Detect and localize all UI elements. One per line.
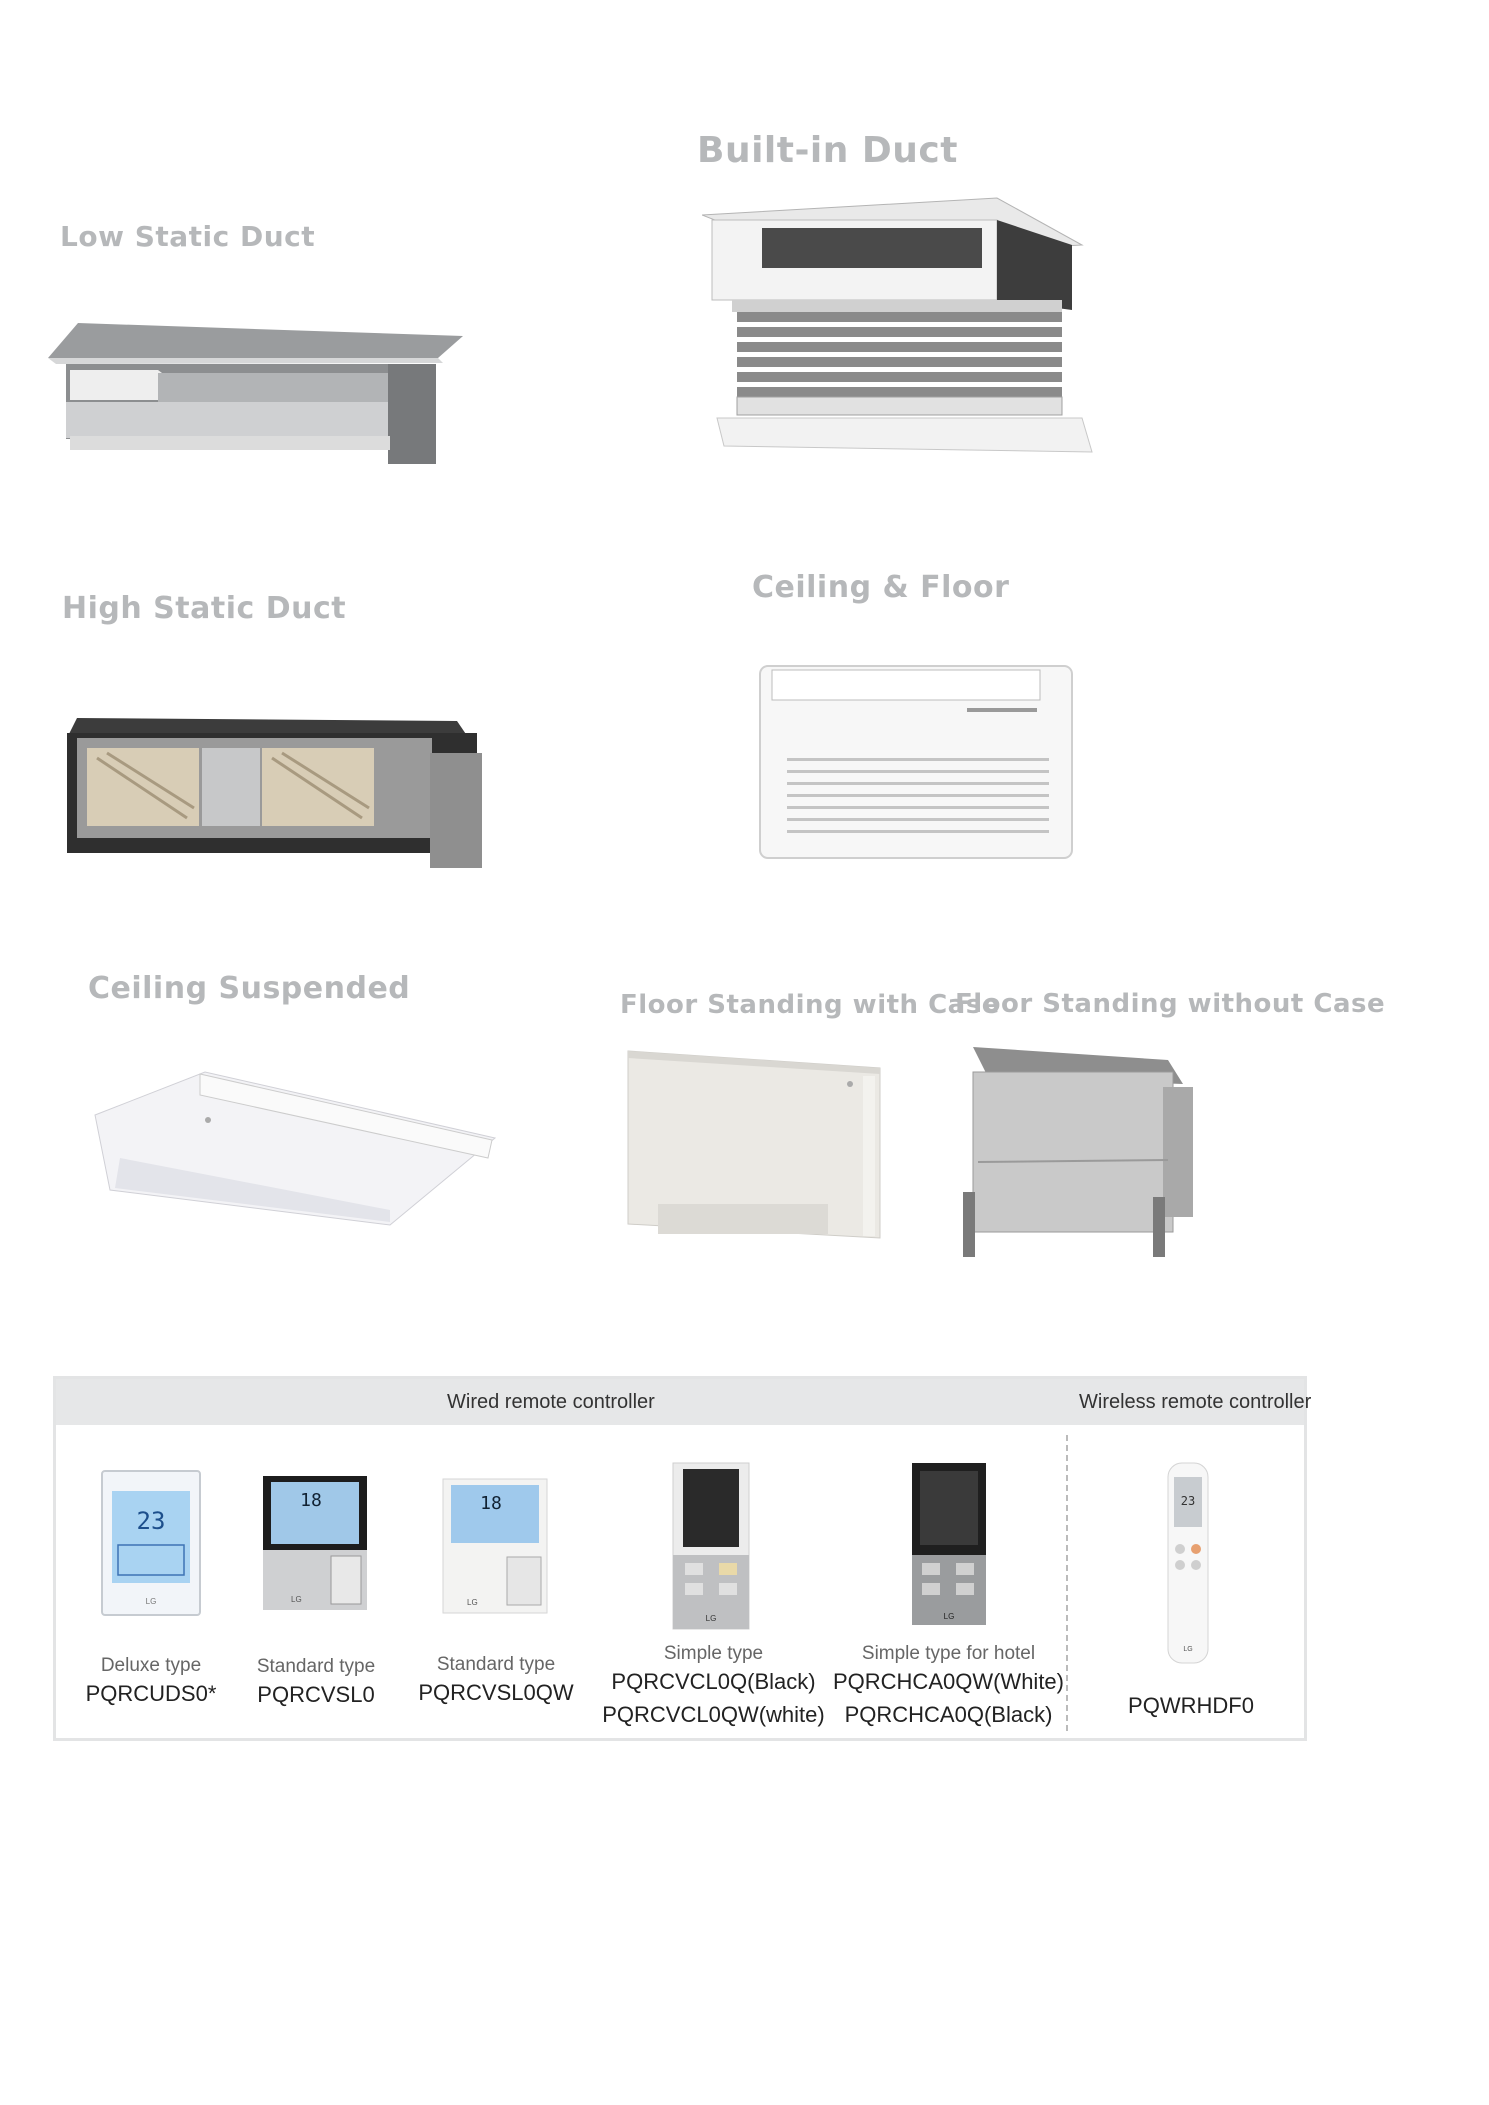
lg-logo: LG — [291, 1595, 302, 1604]
ceiling-floor-title: Ceiling & Floor — [752, 570, 1010, 605]
controller-model: PQRCVSL0QW — [418, 1680, 574, 1705]
wired-controller-header: Wired remote controller — [447, 1391, 655, 1413]
standard-black-controller-image — [261, 1474, 369, 1617]
standard-white-controller-image — [441, 1477, 549, 1620]
controller-model: PQRCHCA0QW(White) — [832, 1669, 1064, 1694]
wired-wireless-divider — [1066, 1435, 1068, 1731]
wireless-controller-image — [1166, 1461, 1210, 1671]
standard-black-controller-label — [246, 1656, 386, 1711]
remote-controller-table — [53, 1376, 1312, 1741]
deluxe-controller-label — [81, 1655, 221, 1710]
high-static-duct-title: High Static Duct — [62, 591, 347, 626]
lg-logo: LG — [145, 1597, 157, 1606]
standard-white-display-reading: 18 — [480, 1493, 502, 1514]
controller-type: Simple type — [663, 1643, 764, 1664]
hotel-controller-label — [831, 1643, 1066, 1731]
controller-type: Standard type — [436, 1654, 556, 1675]
standard-black-display-reading: 18 — [300, 1490, 322, 1511]
wireless-controller-label — [1116, 1689, 1266, 1722]
lg-logo: LG — [705, 1614, 717, 1623]
controller-model: PQRCHCA0Q(Black) — [844, 1702, 1053, 1727]
built-in-duct-image — [702, 190, 1102, 460]
controller-model: PQRCVSL0 — [257, 1682, 375, 1707]
floor-standing-with-case-image — [618, 1046, 888, 1251]
controller-model: PQRCVCL0Q(Black) — [611, 1669, 816, 1694]
standard-white-controller-label — [416, 1654, 576, 1709]
controller-type: Deluxe type — [100, 1655, 202, 1676]
low-static-duct-image — [48, 318, 468, 466]
wireless-controller-header: Wireless remote controller — [1079, 1391, 1312, 1413]
simple-controller-label — [601, 1643, 826, 1731]
floor-standing-without-case-image — [958, 1042, 1198, 1257]
hotel-controller-image — [910, 1461, 988, 1632]
ceiling-suspended-title: Ceiling Suspended — [88, 971, 411, 1006]
built-in-duct-title: Built-in Duct — [697, 130, 958, 171]
high-static-duct-image — [62, 713, 492, 873]
lg-logo: LG — [1183, 1646, 1193, 1653]
controller-type: Simple type for hotel — [861, 1643, 1036, 1664]
controller-model: PQWRHDF0 — [1128, 1693, 1254, 1718]
floor-standing-without-case-title: Floor Standing without Case — [955, 989, 1386, 1019]
controller-model: PQRCVCL0QW(white) — [602, 1702, 825, 1727]
lg-logo: LG — [943, 1612, 955, 1621]
ceiling-suspended-image — [90, 1060, 500, 1230]
controller-model: PQRCUDS0* — [85, 1681, 217, 1706]
floor-standing-with-case-title: Floor Standing with Case — [620, 990, 1000, 1020]
low-static-duct-title: Low Static Duct — [60, 220, 316, 253]
controller-header-bar — [56, 1379, 1312, 1425]
wireless-display-reading: 23 — [1180, 1494, 1196, 1508]
controller-type: Standard type — [256, 1656, 376, 1677]
lg-logo: LG — [467, 1598, 478, 1607]
simple-controller-image — [671, 1461, 751, 1636]
ceiling-floor-image — [752, 658, 1082, 863]
deluxe-controller-image — [100, 1469, 202, 1622]
deluxe-display-reading: 23 — [136, 1507, 166, 1535]
